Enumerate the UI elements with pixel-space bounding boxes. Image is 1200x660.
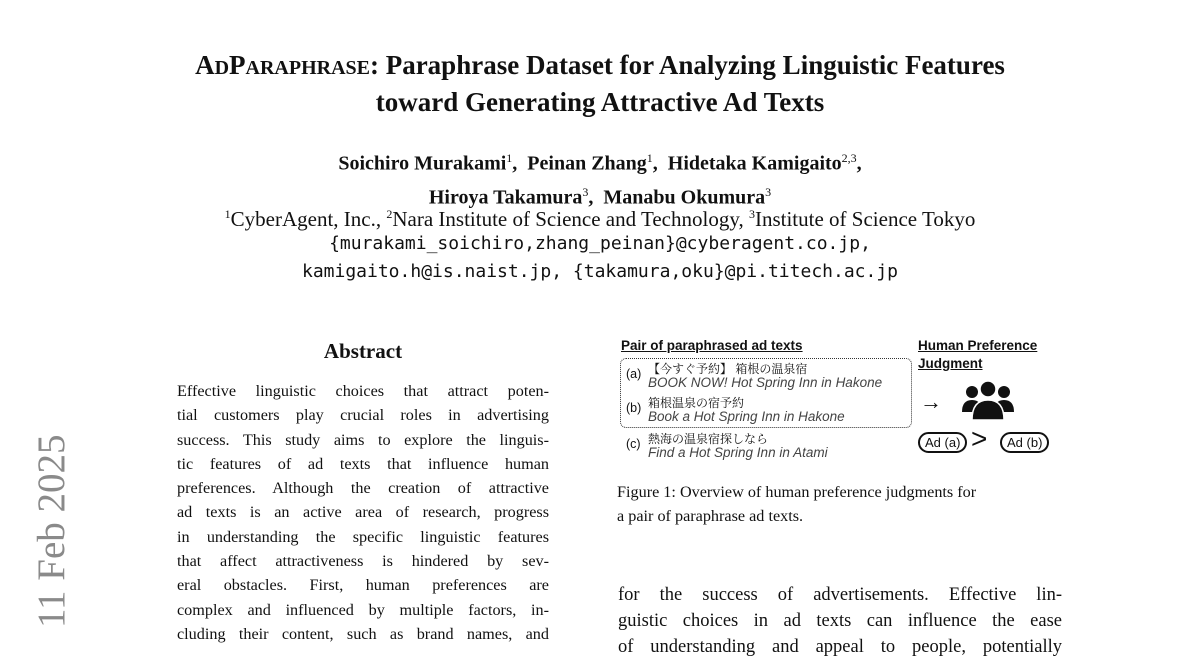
- author-affil-mark: 1: [506, 151, 513, 165]
- ad-text-ja: 箱根温泉の宿予約: [648, 396, 745, 410]
- figure-1: [618, 334, 1062, 469]
- arrow-right-icon: →: [920, 389, 942, 414]
- author-affil-mark: 2,3: [841, 151, 857, 165]
- people-group-icon: [960, 380, 1016, 420]
- abstract-line: tial customers play crucial roles in advertising: [177, 406, 549, 425]
- paper-title: [0, 48, 1200, 119]
- abstract-body: [177, 379, 549, 646]
- abstract-line: eral obstacles. First, human preferences are: [177, 576, 549, 595]
- arxiv-date-stamp: 11 Feb 2025: [30, 434, 73, 628]
- affil-mark: 3: [748, 207, 755, 221]
- abstract-line: tic features of ad texts that influence human: [177, 454, 549, 473]
- body-line: for the success of advertisements. Effective lin-: [618, 585, 1062, 605]
- email-line-2: kamigaito.h@is.naist.jp, {takamura,oku}@pi.titech.ac.jp: [301, 261, 899, 282]
- author-affil-mark: 3: [765, 184, 772, 199]
- abstract-line: in understanding the specific linguistic features: [177, 527, 549, 546]
- title-system-initial: A: [195, 50, 215, 80]
- abstract-line: that affect attractiveness is hindered by sev-: [177, 552, 549, 571]
- figure-left-header: Pair of paraphrased ad texts: [621, 338, 803, 353]
- ad-text-ja: 熱海の温泉宿探しなら: [648, 432, 769, 446]
- intro-body-text: [618, 582, 1062, 660]
- author-name: Peinan Zhang: [527, 152, 647, 175]
- ad-text-en: BOOK NOW! Hot Spring Inn in Hakone: [648, 375, 883, 390]
- email-line-1: {murakami_soichiro,zhang_peinan}@cyberagent.co.jp,: [329, 233, 871, 254]
- title-line-1: [0, 48, 1200, 85]
- item-tag: (b): [626, 401, 642, 415]
- figure-right-header-line-2: Judgment: [918, 356, 983, 371]
- ad-text-a: [648, 362, 882, 390]
- title-system-smallcaps: D: [214, 57, 230, 79]
- figure-1-caption: [617, 480, 1061, 529]
- author-name: Hidetaka Kamigaito: [667, 152, 842, 175]
- abstract-line: cluding their content, such as brand names, and: [177, 624, 549, 643]
- caption-line: a pair of paraphrase ad texts.: [617, 507, 804, 526]
- title-line-1-rest: : Paraphrase Dataset for Analyzing Linguistic Features: [369, 50, 1005, 80]
- authors-line-1: Soichiro Murakami$^1$, Peinan Zhang$^1$, Hidetaka Kamigaito$^{2,3}$,: [338, 151, 862, 175]
- ad-text-en: Find a Hot Spring Inn in Atami: [648, 445, 828, 460]
- abstract-line: ad texts is an active area of research, progress: [177, 503, 549, 522]
- author-emails: [0, 230, 1200, 286]
- body-line: guistic choices in ad texts can influence the ease: [618, 611, 1062, 631]
- affil-name: Institute of Science Tokyo: [754, 207, 976, 231]
- caption-line: Figure 1: Overview of human preference judgments for: [617, 483, 977, 501]
- abstract-heading: Abstract: [323, 339, 403, 363]
- title-system-initial-2: P: [229, 50, 246, 80]
- abstract-line: preferences. Although the creation of attractive: [177, 479, 549, 498]
- item-tag: (c): [626, 437, 641, 451]
- ad-text-c: [648, 432, 828, 460]
- less-preferred-ad-pill: Ad (b): [1000, 432, 1049, 453]
- ad-text-b: [648, 396, 845, 424]
- author-name: Manabu Okumura: [603, 186, 766, 209]
- affiliations: $^1$CyberAgent, Inc., $^2$Nara Institute of Science and Technology, $^3$Institute of Science Tokyo: [224, 207, 976, 231]
- ad-text-ja: 【今すぐ予約】 箱根の温泉宿: [648, 362, 808, 376]
- abstract-line: success. This study aims to explore the linguis-: [177, 430, 549, 449]
- author-name: Hiroya Takamura: [428, 186, 583, 209]
- affil-mark: 1: [224, 207, 231, 221]
- preferred-ad-pill: Ad (a): [918, 432, 967, 453]
- body-line: of understanding and appeal to people, potentially: [618, 637, 1062, 657]
- affil-name: CyberAgent, Inc.: [230, 207, 376, 231]
- title-system-smallcaps-2: ARAPHRASE: [245, 57, 370, 79]
- figure-right-header-line-1: Human Preference: [918, 338, 1038, 353]
- author-affil-mark: 3: [582, 184, 589, 199]
- affil-mark: 2: [386, 207, 393, 221]
- author-affil-mark: 1: [646, 151, 653, 165]
- title-line-2: toward Generating Attractive Ad Texts: [375, 87, 825, 117]
- abstract-line: Effective linguistic choices that attract poten-: [177, 382, 549, 400]
- abstract-line: complex and influenced by multiple factors, in-: [177, 600, 549, 619]
- item-tag: (a): [626, 367, 642, 381]
- author-name: Soichiro Murakami: [338, 152, 507, 175]
- affil-name: Nara Institute of Science and Technology: [392, 207, 739, 231]
- authors-line-2: Hiroya Takamura$^3$, Manabu Okumura$^3$: [428, 184, 772, 209]
- greater-than-symbol: >: [971, 423, 988, 454]
- ad-text-en: Book a Hot Spring Inn in Hakone: [648, 409, 845, 424]
